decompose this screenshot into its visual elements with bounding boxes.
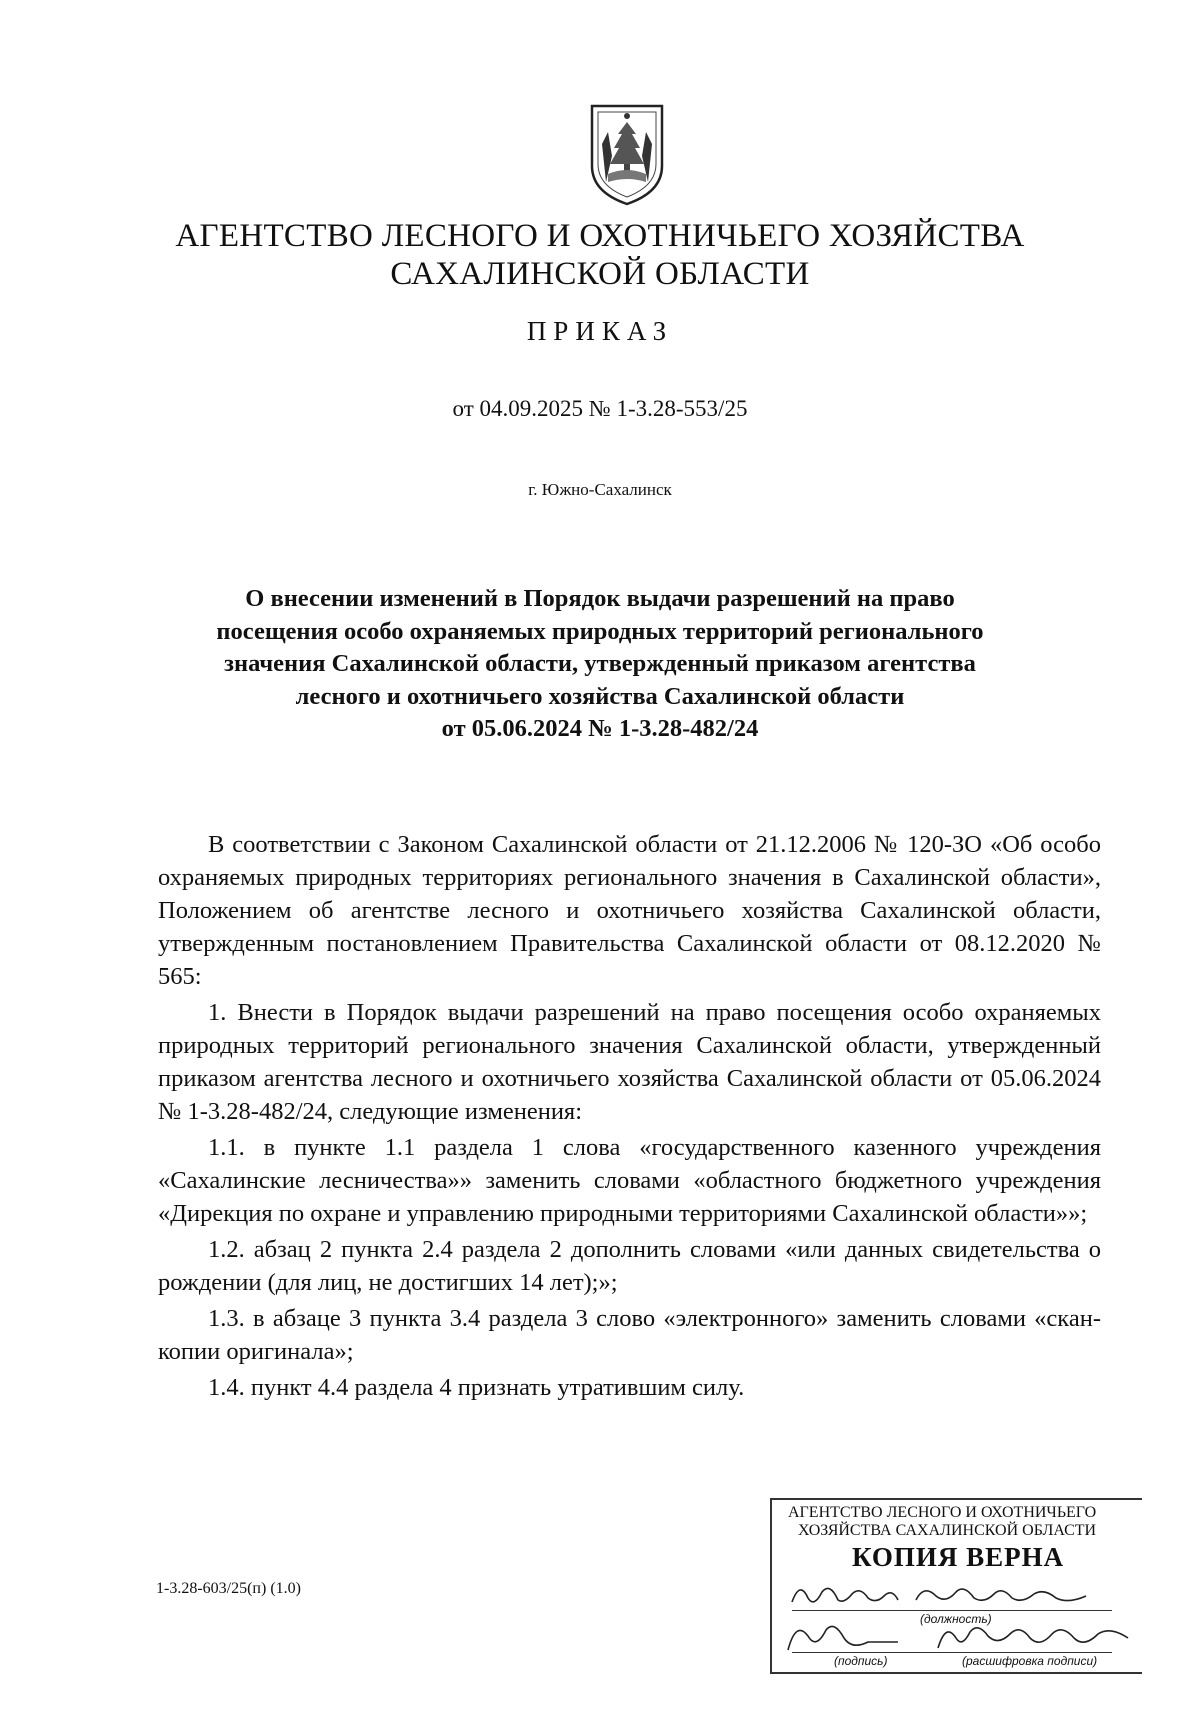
certified-copy-stamp	[770, 1498, 1142, 1674]
preamble-paragraph: В соответствии с Законом Сахалинской области от 21.12.2006 № 120-ЗО «Об особо охраняемых природных территориях регионального значения в Сахалинской области», Положением об агентстве лесного и охотничьего хозяйства Сахалинской области, утвержденным постановлением Правительства Сахалинской области от 08.12.2020 № 565:	[158, 831, 1101, 990]
position-line	[792, 1610, 1112, 1611]
stamp-agency-line-2: ХОЗЯЙСТВА САХАЛИНСКОЙ ОБЛАСТИ	[798, 1522, 1097, 1539]
agency-name-line-1: АГЕНТСТВО ЛЕСНОГО И ОХОТНИЧЬЕГО ХОЗЯЙСТВА	[175, 218, 1025, 254]
title-line: О внесении изменений в Порядок выдачи разрешений на право	[245, 585, 955, 612]
handwritten-signature-and-name	[778, 1616, 1138, 1656]
decoding-caption: (расшифровка подписи)	[962, 1654, 1098, 1668]
item-1-3-paragraph: 1.3. в абзаце 3 пункта 3.4 раздела 3 слово «электронного» заменить словами «скан-копии оригинала»;	[158, 1305, 1101, 1365]
title-line: значения Сахалинской области, утвержденный приказом агентства	[224, 650, 976, 677]
title-line: лесного и охотничьего хозяйства Сахалинской области	[295, 682, 905, 710]
order-date-number: от 04.09.2025 № 1-3.28-553/25	[452, 396, 748, 421]
item-1-4-paragraph: 1.4. пункт 4.4 раздела 4 признать утратившим силу.	[208, 1374, 745, 1401]
city: г. Южно-Сахалинск	[528, 480, 672, 499]
handwritten-position-signature	[786, 1574, 1116, 1614]
stamp-agency-line-1: АГЕНТСТВО ЛЕСНОГО И ОХОТНИЧЬЕГО	[788, 1504, 1097, 1521]
item-1-2-paragraph: 1.2. абзац 2 пункта 2.4 раздела 2 дополнить словами «или данных свидетельства о рождении (для лиц, не достигших 14 лет);»;	[158, 1236, 1101, 1296]
title-line: от 05.06.2024 № 1-3.28-482/24	[441, 715, 759, 742]
agency-name-line-2: САХАЛИНСКОЙ ОБЛАСТИ	[390, 256, 810, 292]
position-caption: (должность)	[920, 1612, 992, 1626]
document-type: ПРИКАЗ	[526, 316, 674, 346]
signature-line	[792, 1652, 1112, 1653]
order-body	[158, 828, 1101, 1407]
signature-caption: (подпись)	[834, 1654, 888, 1668]
stamp-heading: КОПИЯ ВЕРНА	[852, 1542, 1065, 1572]
title-line: посещения особо охраняемых природных территорий регионального	[216, 617, 984, 645]
document-reference: 1-3.28-603/25(п) (1.0)	[156, 1580, 301, 1597]
coat-of-arms-emblem	[582, 104, 672, 206]
item-1-paragraph: 1. Внести в Порядок выдачи разрешений на право посещения особо охраняемых природных территорий регионального значения Сахалинской области, утвержденный приказом агентства лесного и охотничьего хозяйства Сахалинской области от 05.06.2024 № 1-3.28-482/24, следующие изменения:	[158, 999, 1101, 1125]
item-1-1-paragraph: 1.1. в пункте 1.1 раздела 1 слова «государственного казенного учреждения «Сахалинские лесничества»» заменить словами «областного бюджетного учреждения «Дирекция по охране и управлению природными территориями Сахалинской области»»;	[158, 1134, 1101, 1227]
order-title	[160, 583, 1040, 746]
